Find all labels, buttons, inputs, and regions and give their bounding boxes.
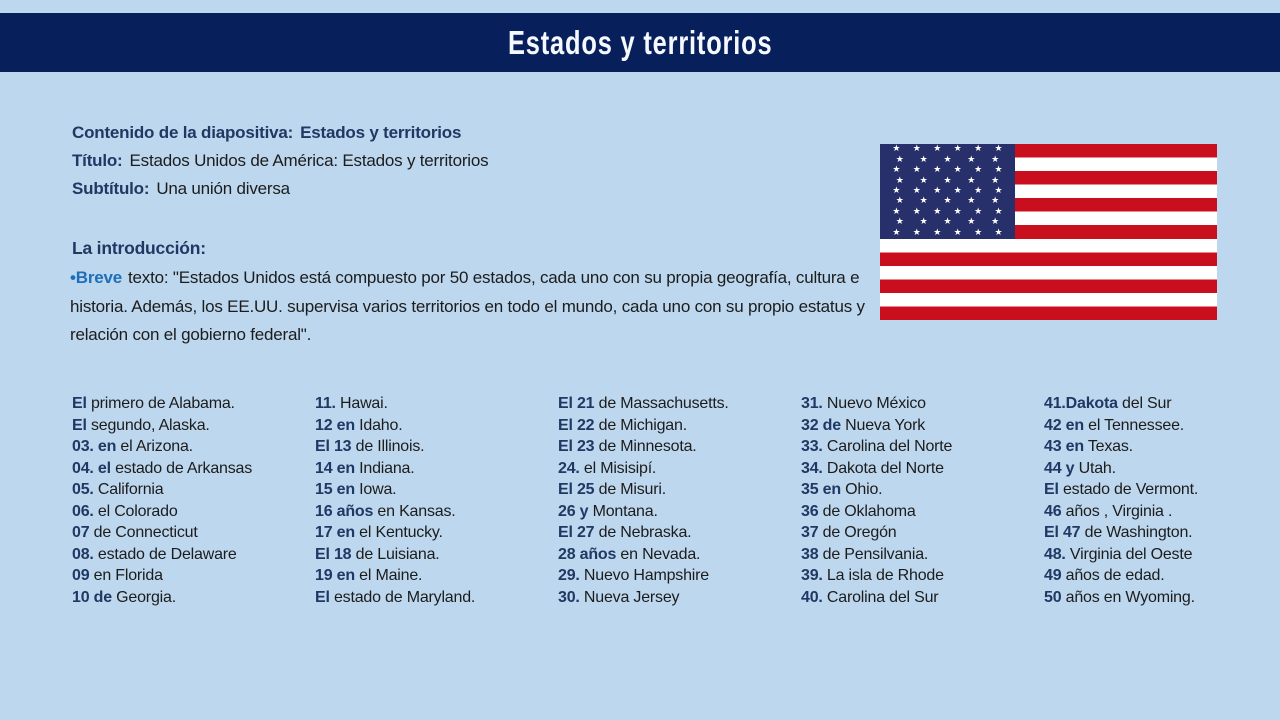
star-icon: ★ — [943, 154, 952, 165]
state-item — [801, 415, 986, 437]
state-item-text: Idaho. — [354, 416, 403, 434]
intro-lead: •Breve — [70, 268, 123, 287]
star-icon: ★ — [912, 206, 921, 217]
star-icon: ★ — [974, 206, 983, 217]
star-icon: ★ — [912, 144, 921, 155]
star-icon: ★ — [994, 206, 1003, 217]
star-icon: ★ — [991, 196, 1000, 207]
state-item-prefix: 04. el — [72, 459, 111, 477]
star-icon: ★ — [943, 196, 952, 207]
state-item-prefix: 29. — [558, 567, 580, 584]
state-item-text: estado de Maryland. — [329, 588, 476, 606]
state-item-prefix: El 18 — [315, 545, 352, 563]
title-line — [72, 147, 488, 175]
state-item — [1044, 544, 1249, 566]
state-item-text: el Arizona. — [116, 438, 193, 455]
state-item — [315, 544, 500, 566]
star-row — [880, 218, 1015, 227]
state-item-prefix: El — [1044, 481, 1059, 498]
state-item — [72, 458, 257, 480]
state-item — [315, 436, 500, 458]
state-item-text: Carolina del Sur — [822, 588, 939, 606]
state-item — [801, 501, 986, 523]
state-item-prefix: 35 en — [801, 481, 841, 498]
star-icon: ★ — [895, 196, 904, 207]
star-icon: ★ — [912, 165, 921, 176]
star-icon: ★ — [892, 206, 901, 217]
star-row — [880, 208, 1015, 217]
star-icon: ★ — [967, 217, 976, 228]
us-flag — [880, 144, 1217, 320]
state-item-text: el Misisipí. — [579, 459, 657, 477]
state-item-text: Virginia del Oeste — [1065, 545, 1193, 563]
state-item-prefix: 26 y — [558, 502, 589, 520]
state-item-text: de Michigan. — [594, 416, 687, 434]
state-item-prefix: 48. — [1044, 545, 1066, 563]
state-item-text: en Nevada. — [616, 545, 701, 563]
state-item-text: de Misuri. — [594, 481, 666, 498]
subtitle-value: Una unión diversa — [156, 179, 290, 198]
star-icon: ★ — [967, 196, 976, 207]
state-item-prefix: 24. — [558, 459, 580, 477]
state-item-prefix: 40. — [801, 588, 823, 606]
star-icon: ★ — [943, 217, 952, 228]
star-icon: ★ — [895, 154, 904, 165]
star-icon: ★ — [919, 175, 928, 186]
state-item-prefix: 12 en — [315, 416, 355, 434]
state-item-prefix: 50 — [1044, 588, 1062, 606]
state-item-prefix: 46 — [1044, 502, 1062, 520]
state-item — [315, 415, 500, 437]
state-item-prefix: 32 de — [801, 416, 841, 434]
state-item-prefix: 07 — [72, 524, 90, 541]
intro-body: texto: "Estados Unidos está compuesto por 50 estados, cada uno con su propia geografía, cultura e historia. Además, los EE.UU. supervisa varios territorios en todo el mundo, cada uno con su propio estatus y relación con el gobierno federal". — [70, 268, 865, 344]
star-icon: ★ — [953, 165, 962, 176]
flag-canton — [880, 144, 1015, 239]
state-item-prefix: 33. — [801, 438, 823, 455]
star-icon: ★ — [912, 227, 921, 238]
state-item-prefix: El 47 — [1044, 524, 1081, 541]
states-column-3 — [558, 393, 801, 608]
state-item — [558, 479, 743, 501]
star-icon: ★ — [974, 144, 983, 155]
states-column-1 — [72, 393, 315, 608]
state-item-text: en Florida — [89, 567, 163, 584]
state-item-text: Nueva Jersey — [579, 588, 680, 606]
star-icon: ★ — [919, 154, 928, 165]
star-icon: ★ — [933, 185, 942, 196]
state-item-prefix: El 21 — [558, 395, 595, 412]
state-item-text: segundo, Alaska. — [86, 416, 210, 434]
star-row — [880, 145, 1015, 154]
star-icon: ★ — [892, 227, 901, 238]
state-item-prefix: 31. — [801, 395, 823, 412]
state-item-prefix: 06. — [72, 502, 94, 520]
state-item — [1044, 501, 1249, 523]
state-item — [801, 479, 986, 501]
state-item-text: años de edad. — [1061, 567, 1165, 584]
state-item-prefix: 15 en — [315, 481, 355, 498]
state-item — [801, 458, 986, 480]
state-item-prefix: El 25 — [558, 481, 595, 498]
title-label: Título: — [72, 151, 123, 170]
star-row — [880, 156, 1015, 165]
state-item-prefix: 09 — [72, 567, 90, 584]
star-icon: ★ — [953, 227, 962, 238]
state-item-text: California — [93, 481, 164, 498]
star-icon: ★ — [974, 185, 983, 196]
star-row — [880, 229, 1015, 238]
state-item — [72, 587, 257, 609]
state-item-prefix: El 13 — [315, 438, 352, 455]
state-item-prefix: 39. — [801, 567, 823, 584]
state-item-text: Ohio. — [840, 481, 883, 498]
state-item — [1044, 436, 1249, 458]
state-item — [558, 565, 743, 587]
state-item — [1044, 393, 1249, 415]
state-item — [72, 479, 257, 501]
subtitle-line — [72, 175, 488, 203]
state-item-text: del Sur — [1117, 395, 1172, 412]
state-item-text: estado de Vermont. — [1058, 481, 1199, 498]
intro-paragraph — [70, 264, 870, 350]
state-item-text: estado de Delaware — [93, 545, 237, 563]
state-item-prefix: 17 en — [315, 524, 355, 541]
state-item-text: de Nebraska. — [594, 524, 692, 541]
state-item — [801, 587, 986, 609]
subtitle-label: Subtítulo: — [72, 179, 150, 198]
state-item-prefix: 38 — [801, 545, 819, 563]
state-item — [558, 522, 743, 544]
states-column-5 — [1044, 393, 1279, 608]
state-item — [72, 501, 257, 523]
state-item-text: años en Wyoming. — [1061, 588, 1195, 606]
state-item-prefix: 44 y — [1044, 459, 1075, 477]
state-item — [1044, 415, 1249, 437]
star-icon: ★ — [953, 185, 962, 196]
content-line — [72, 119, 488, 147]
state-item-prefix: 28 años — [558, 545, 617, 563]
state-item-text: Utah. — [1074, 459, 1116, 477]
states-column-4 — [801, 393, 1044, 608]
state-item — [315, 458, 500, 480]
state-item-text: de Illinois. — [351, 438, 425, 455]
state-item-text: Hawai. — [335, 395, 388, 412]
state-item — [315, 479, 500, 501]
star-icon: ★ — [991, 217, 1000, 228]
state-item — [315, 393, 500, 415]
state-item-text: primero de Alabama. — [86, 395, 235, 412]
state-item-text: de Pensilvania. — [818, 545, 929, 563]
state-item-text: Georgia. — [111, 588, 176, 606]
state-item — [558, 544, 743, 566]
star-icon: ★ — [974, 165, 983, 176]
state-item-prefix: 03. en — [72, 438, 117, 455]
state-item — [558, 393, 743, 415]
state-item-text: de Minnesota. — [594, 438, 697, 455]
star-icon: ★ — [933, 227, 942, 238]
state-item-prefix: 41.Dakota — [1044, 395, 1118, 412]
star-icon: ★ — [895, 175, 904, 186]
star-icon: ★ — [912, 185, 921, 196]
star-icon: ★ — [953, 206, 962, 217]
star-row — [880, 197, 1015, 206]
state-item-prefix: 08. — [72, 545, 94, 563]
star-icon: ★ — [892, 144, 901, 155]
state-item-text: en Kansas. — [373, 502, 456, 520]
state-item — [558, 436, 743, 458]
intro-heading: La introducción: — [72, 238, 206, 258]
star-icon: ★ — [974, 227, 983, 238]
star-icon: ★ — [991, 154, 1000, 165]
state-item — [558, 587, 743, 609]
state-item-text: de Oklahoma — [818, 502, 916, 520]
state-item-text: años , Virginia . — [1061, 502, 1173, 520]
state-item-text: de Oregón — [818, 524, 897, 541]
star-icon: ★ — [895, 217, 904, 228]
state-item — [315, 587, 500, 609]
state-item-text: el Kentucky. — [354, 524, 443, 541]
state-item-prefix: 34. — [801, 459, 823, 477]
star-icon: ★ — [943, 175, 952, 186]
star-icon: ★ — [967, 175, 976, 186]
state-item — [801, 393, 986, 415]
state-item — [1044, 587, 1249, 609]
state-item-text: Nuevo México — [822, 395, 926, 412]
state-item — [315, 565, 500, 587]
state-item-text: de Washington. — [1080, 524, 1193, 541]
state-item-text: Montana. — [588, 502, 658, 520]
state-item-text: el Maine. — [354, 567, 423, 584]
state-item — [72, 436, 257, 458]
state-item — [315, 522, 500, 544]
star-icon: ★ — [892, 185, 901, 196]
state-item — [315, 501, 500, 523]
state-item-prefix: El — [315, 588, 330, 606]
state-item-prefix: 11. — [315, 395, 336, 412]
state-item-text: de Massachusetts. — [594, 395, 729, 412]
state-item-prefix: 43 en — [1044, 438, 1084, 455]
states-columns — [72, 393, 1279, 608]
star-icon: ★ — [967, 154, 976, 165]
content-value: Estados y territorios — [300, 123, 462, 142]
states-column-2 — [315, 393, 558, 608]
state-item-prefix: 10 de — [72, 588, 112, 606]
slide-title: Estados y territorios — [507, 23, 773, 61]
star-icon: ★ — [892, 165, 901, 176]
star-icon: ★ — [991, 175, 1000, 186]
slide-meta — [72, 119, 488, 203]
state-item-text: el Colorado — [93, 502, 178, 520]
star-icon: ★ — [933, 144, 942, 155]
star-icon: ★ — [994, 185, 1003, 196]
star-icon: ★ — [919, 196, 928, 207]
state-item-text: Nuevo Hampshire — [579, 567, 709, 584]
state-item — [801, 544, 986, 566]
title-value: Estados Unidos de América: Estados y territorios — [129, 151, 489, 170]
state-item-prefix: 30. — [558, 588, 580, 606]
star-icon: ★ — [994, 165, 1003, 176]
state-item — [1044, 479, 1249, 501]
state-item-prefix: 36 — [801, 502, 819, 520]
state-item — [558, 501, 743, 523]
state-item — [1044, 522, 1249, 544]
state-item — [801, 436, 986, 458]
state-item — [558, 458, 743, 480]
state-item — [801, 522, 986, 544]
state-item-text: Nueva York — [840, 416, 926, 434]
state-item-prefix: El 27 — [558, 524, 595, 541]
state-item-prefix: El 23 — [558, 438, 595, 455]
state-item-text: de Luisiana. — [351, 545, 440, 563]
state-item — [72, 393, 257, 415]
state-item-prefix: El 22 — [558, 416, 595, 434]
state-item-text: Carolina del Norte — [822, 438, 953, 455]
star-icon: ★ — [919, 217, 928, 228]
content-label: Contenido de la diapositiva: — [72, 123, 294, 142]
state-item-prefix: El — [72, 416, 87, 434]
star-icon: ★ — [994, 227, 1003, 238]
state-item — [558, 415, 743, 437]
star-row — [880, 166, 1015, 175]
state-item-text: estado de Arkansas — [110, 459, 253, 477]
state-item — [801, 565, 986, 587]
star-row — [880, 177, 1015, 186]
star-icon: ★ — [994, 144, 1003, 155]
state-item-text: Dakota del Norte — [822, 459, 944, 477]
title-bar — [0, 13, 1280, 72]
star-row — [880, 187, 1015, 196]
state-item — [1044, 458, 1249, 480]
state-item-prefix: 42 en — [1044, 416, 1084, 434]
state-item-text: de Connecticut — [89, 524, 198, 541]
state-item — [72, 415, 257, 437]
state-item-prefix: 16 años — [315, 502, 374, 520]
state-item-prefix: 37 — [801, 524, 819, 541]
state-item — [1044, 565, 1249, 587]
state-item — [72, 522, 257, 544]
state-item-text: Texas. — [1083, 438, 1133, 455]
state-item-prefix: 05. — [72, 481, 94, 498]
state-item-text: Indiana. — [354, 459, 415, 477]
state-item-prefix: 14 en — [315, 459, 355, 477]
state-item-prefix: 49 — [1044, 567, 1062, 584]
state-item-prefix: 19 en — [315, 567, 355, 584]
state-item — [72, 565, 257, 587]
state-item-text: Iowa. — [354, 481, 397, 498]
state-item-text: La isla de Rhode — [822, 567, 944, 584]
star-icon: ★ — [933, 165, 942, 176]
state-item — [72, 544, 257, 566]
star-icon: ★ — [953, 144, 962, 155]
state-item-prefix: El — [72, 395, 87, 412]
state-item-text: el Tennessee. — [1083, 416, 1185, 434]
star-icon: ★ — [933, 206, 942, 217]
